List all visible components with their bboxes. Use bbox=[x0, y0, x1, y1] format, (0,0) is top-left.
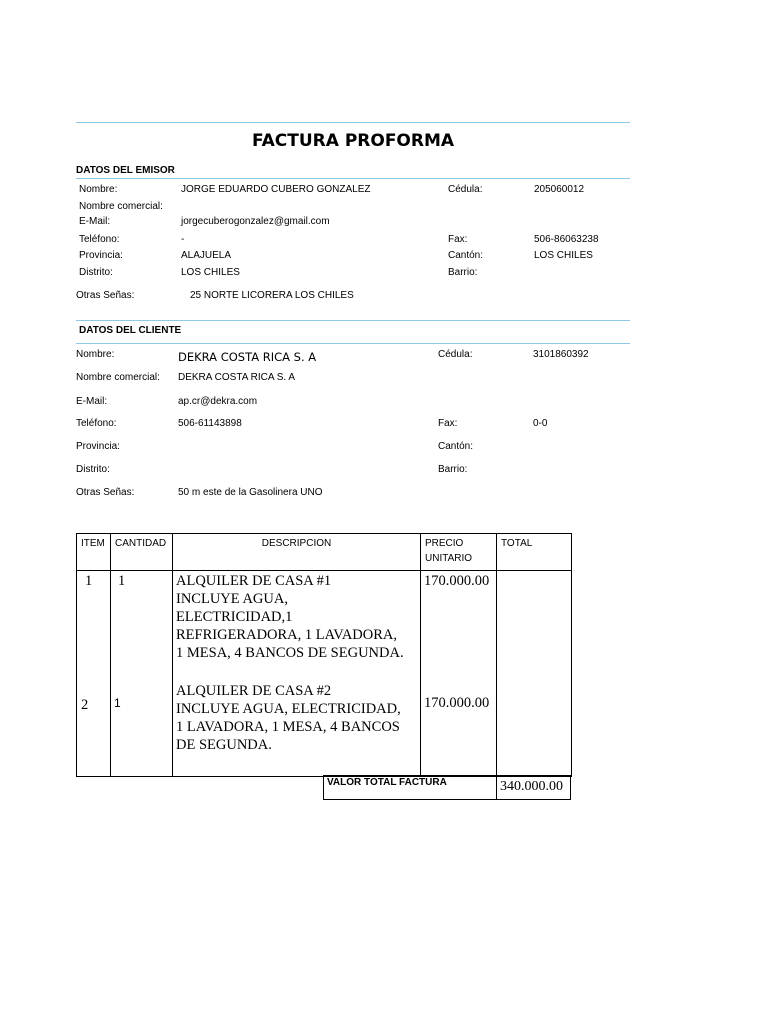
cliente-email-label: E-Mail: bbox=[76, 396, 108, 407]
emisor-canton: LOS CHILES bbox=[534, 250, 593, 261]
cliente-cedula: 3101860392 bbox=[533, 349, 589, 360]
cliente-fax-label: Fax: bbox=[438, 418, 458, 429]
emisor-nombre: JORGE EDUARDO CUBERO GONZALEZ bbox=[181, 184, 371, 195]
emisor-email: jorgecuberogonzalez@gmail.com bbox=[181, 216, 330, 227]
cliente-top-divider bbox=[76, 320, 630, 321]
cliente-nombre: DEKRA COSTA RICA S. A bbox=[178, 350, 317, 364]
header-precio-line2: UNITARIO bbox=[425, 553, 473, 564]
items-table bbox=[76, 533, 572, 777]
row-2-cantidad: 1 bbox=[114, 696, 121, 710]
cliente-barrio-label: Barrio: bbox=[438, 464, 468, 475]
cliente-fax: 0-0 bbox=[533, 418, 548, 429]
emisor-cedula-label: Cédula: bbox=[448, 184, 483, 195]
cliente-divider bbox=[76, 343, 630, 344]
header-item: ITEM bbox=[77, 534, 111, 571]
row-2-descripcion: ALQUILER DE CASA #2 INCLUYE AGUA, ELECTRICIDAD, 1 LAVADORA, 1 MESA, 4 BANCOS DE SEGUNDA. bbox=[176, 683, 401, 753]
cliente-provincia-label: Provincia: bbox=[76, 441, 120, 452]
table-body-row bbox=[77, 571, 572, 777]
cliente-telefono: 506-61143898 bbox=[178, 418, 242, 429]
item-column bbox=[77, 571, 111, 777]
cliente-cedula-label: Cédula: bbox=[438, 349, 473, 360]
emisor-fax: 506-86063238 bbox=[534, 234, 599, 245]
total-label-box bbox=[323, 775, 497, 800]
row-2-item: 2 bbox=[81, 697, 89, 713]
row-1-cantidad: 1 bbox=[118, 573, 126, 589]
cliente-section-title: DATOS DEL CLIENTE bbox=[79, 325, 182, 336]
cliente-senas: 50 m este de la Gasolinera UNO bbox=[178, 487, 323, 498]
cliente-email: ap.cr@dekra.com bbox=[178, 396, 258, 407]
table-header-row bbox=[77, 534, 572, 571]
header-total: TOTAL bbox=[497, 534, 572, 571]
emisor-nombre-label: Nombre: bbox=[79, 184, 118, 195]
emisor-comercial-label: Nombre comercial: bbox=[79, 201, 163, 212]
cantidad-column bbox=[111, 571, 173, 777]
cliente-canton-label: Cantón: bbox=[438, 441, 474, 452]
total-value: 340.000.00 bbox=[500, 779, 563, 794]
top-divider bbox=[76, 122, 630, 123]
header-descripcion: DESCRIPCION bbox=[173, 534, 421, 571]
emisor-canton-label: Cantón: bbox=[448, 250, 484, 261]
cliente-nombre-label: Nombre: bbox=[76, 349, 115, 360]
cliente-senas-label: Otras Señas: bbox=[76, 487, 135, 498]
emisor-telefono-label: Teléfono: bbox=[79, 234, 120, 245]
emisor-senas: 25 NORTE LICORERA LOS CHILES bbox=[190, 290, 354, 301]
row-1-item: 1 bbox=[85, 573, 93, 589]
header-precio-line1: PRECIO bbox=[425, 538, 464, 549]
document-title: FACTURA PROFORMA bbox=[251, 131, 455, 151]
emisor-divider bbox=[76, 178, 630, 179]
emisor-distrito: LOS CHILES bbox=[181, 267, 240, 278]
total-value-box bbox=[496, 775, 571, 800]
emisor-email-label: E-Mail: bbox=[79, 216, 111, 227]
emisor-barrio-label: Barrio: bbox=[448, 267, 478, 278]
total-column bbox=[497, 571, 572, 777]
emisor-telefono: - bbox=[181, 234, 185, 245]
header-precio bbox=[421, 534, 497, 571]
emisor-section-title: DATOS DEL EMISOR bbox=[76, 165, 175, 176]
cliente-comercial-label: Nombre comercial: bbox=[76, 372, 160, 383]
emisor-provincia: ALAJUELA bbox=[181, 250, 232, 261]
descripcion-column bbox=[173, 571, 421, 777]
emisor-distrito-label: Distrito: bbox=[79, 267, 113, 278]
emisor-cedula: 205060012 bbox=[534, 184, 585, 195]
cliente-comercial: DEKRA COSTA RICA S. A bbox=[178, 372, 296, 383]
total-label: VALOR TOTAL FACTURA bbox=[327, 777, 447, 788]
row-1-precio: 170.000.00 bbox=[424, 573, 490, 589]
header-cantidad: CANTIDAD bbox=[111, 534, 173, 571]
cliente-distrito-label: Distrito: bbox=[76, 464, 110, 475]
row-2-precio: 170.000.00 bbox=[424, 695, 490, 711]
emisor-provincia-label: Provincia: bbox=[79, 250, 123, 261]
emisor-fax-label: Fax: bbox=[448, 234, 468, 245]
emisor-senas-label: Otras Señas: bbox=[76, 290, 135, 301]
cliente-telefono-label: Teléfono: bbox=[76, 418, 117, 429]
row-1-descripcion: ALQUILER DE CASA #1 INCLUYE AGUA, ELECTRICIDAD,1 REFRIGERADORA, 1 LAVADORA, 1 MESA, 4 BANCOS DE SEGUNDA. bbox=[176, 573, 404, 661]
precio-column bbox=[421, 571, 497, 777]
